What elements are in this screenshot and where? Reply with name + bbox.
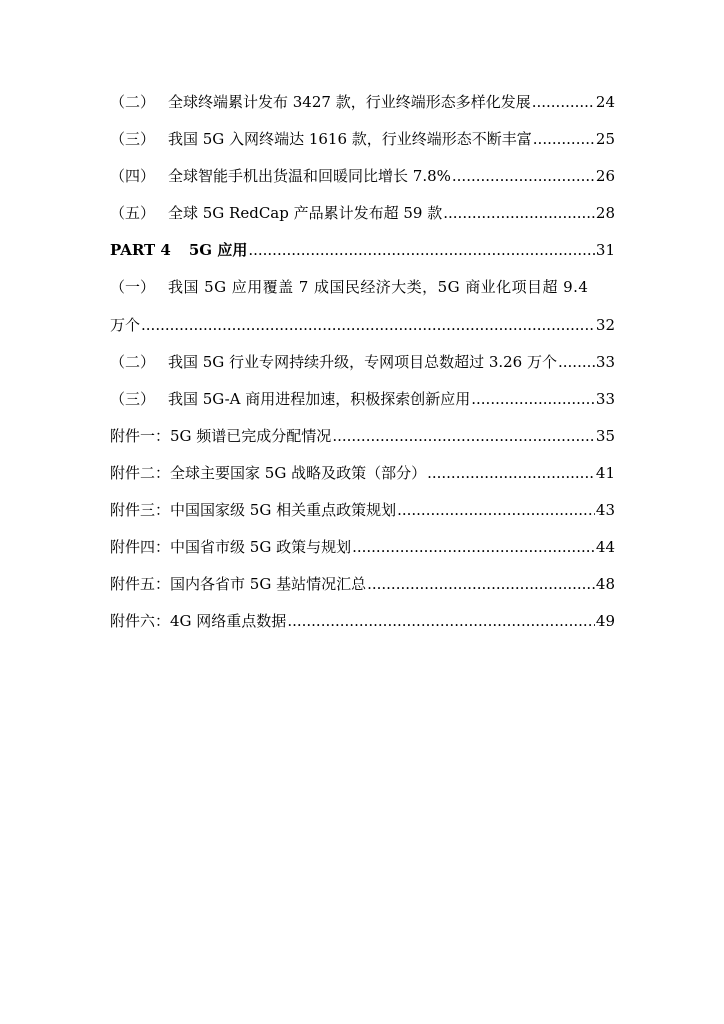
- toc-entry-number: （二）: [110, 93, 156, 111]
- toc-leader-dots: [141, 315, 595, 335]
- toc-leader-dots: [533, 129, 595, 149]
- toc-entry-page: 24: [595, 93, 615, 111]
- toc-entry-page: 25: [595, 130, 615, 148]
- toc-leader-dots: [471, 389, 595, 409]
- toc-entry-page: 33: [595, 353, 615, 371]
- toc-entry-title: 全球 5G RedCap 产品累计发布超 59 款: [168, 204, 443, 222]
- toc-part-number: PART 4: [110, 241, 171, 259]
- toc-annex-entry[interactable]: [110, 537, 615, 557]
- toc-annex-title: 4G 网络重点数据: [170, 612, 287, 630]
- toc-leader-dots: [452, 166, 595, 186]
- toc-entry[interactable]: [110, 129, 615, 149]
- toc-entry[interactable]: [110, 92, 615, 112]
- toc-annex-entry[interactable]: [110, 611, 615, 631]
- toc-entry-title: 我国 5G 入网终端达 1616 款，行业终端形态不断丰富: [168, 130, 532, 148]
- toc-leader-dots: [397, 500, 595, 520]
- table-of-contents: [110, 92, 615, 648]
- toc-entry-title: 全球智能手机出货温和回暖同比增长 7.8%: [168, 167, 451, 185]
- toc-leader-dots: [427, 463, 595, 483]
- toc-part-page: 31: [595, 241, 615, 259]
- toc-entry-number: （四）: [110, 167, 156, 185]
- toc-annex-entry[interactable]: [110, 500, 615, 520]
- toc-annex-entry[interactable]: [110, 426, 615, 446]
- toc-entry-page: 32: [595, 316, 615, 334]
- toc-entry-page: 28: [595, 204, 615, 222]
- toc-leader-dots: [248, 240, 595, 260]
- toc-leader-dots: [367, 574, 595, 594]
- toc-part-heading[interactable]: [110, 240, 615, 260]
- toc-annex-title: 全球主要国家 5G 战略及政策（部分）: [170, 464, 427, 482]
- toc-entry-number: （五）: [110, 204, 156, 222]
- toc-annex-label: 附件二：: [110, 464, 171, 482]
- toc-leader-dots: [332, 426, 595, 446]
- toc-entry-title-line2: 万个: [110, 316, 141, 334]
- toc-annex-page: 43: [595, 501, 615, 519]
- toc-annex-page: 48: [595, 575, 615, 593]
- toc-annex-label: 附件一：: [110, 427, 171, 445]
- toc-entry[interactable]: [110, 203, 615, 223]
- toc-entry-number: （二）: [110, 353, 156, 371]
- toc-entry-page: 33: [595, 390, 615, 408]
- toc-entry[interactable]: [110, 166, 615, 186]
- toc-entry[interactable]: [110, 277, 615, 335]
- toc-entry[interactable]: [110, 389, 615, 409]
- toc-annex-label: 附件五：: [110, 575, 171, 593]
- toc-annex-title: 中国国家级 5G 相关重点政策规划: [170, 501, 397, 519]
- toc-leader-dots: [352, 537, 595, 557]
- toc-entry[interactable]: [110, 352, 615, 372]
- toc-annex-label: 附件六：: [110, 612, 171, 630]
- toc-annex-title: 国内各省市 5G 基站情况汇总: [170, 575, 367, 593]
- toc-annex-entry[interactable]: [110, 463, 615, 483]
- toc-leader-dots: [532, 92, 595, 112]
- toc-entry-title: 我国 5G-A 商用进程加速，积极探索创新应用: [168, 390, 471, 408]
- toc-leader-dots: [287, 611, 595, 631]
- toc-annex-title: 中国省市级 5G 政策与规划: [170, 538, 352, 556]
- toc-entry-title: 我国 5G 行业专网持续升级，专网项目总数超过 3.26 万个: [168, 353, 557, 371]
- toc-annex-page: 41: [595, 464, 615, 482]
- toc-annex-label: 附件三：: [110, 501, 171, 519]
- toc-annex-label: 附件四：: [110, 538, 171, 556]
- toc-annex-page: 49: [595, 612, 615, 630]
- toc-entry-number: （三）: [110, 390, 156, 408]
- toc-annex-title: 5G 频谱已完成分配情况: [170, 427, 332, 445]
- toc-leader-dots: [443, 203, 595, 223]
- toc-part-title: 5G 应用: [188, 241, 248, 259]
- toc-entry-title: 全球终端累计发布 3427 款，行业终端形态多样化发展: [168, 93, 531, 111]
- toc-annex-page: 44: [595, 538, 615, 556]
- toc-entry-number: （一）: [110, 278, 156, 296]
- toc-entry-title-line1: 我国 5G 应用覆盖 7 成国民经济大类，5G 商业化项目超 9.4: [168, 278, 589, 296]
- toc-entry-number: （三）: [110, 130, 156, 148]
- toc-entry-page: 26: [595, 167, 615, 185]
- toc-annex-page: 35: [595, 427, 615, 445]
- toc-annex-entry[interactable]: [110, 574, 615, 594]
- toc-leader-dots: [558, 352, 595, 372]
